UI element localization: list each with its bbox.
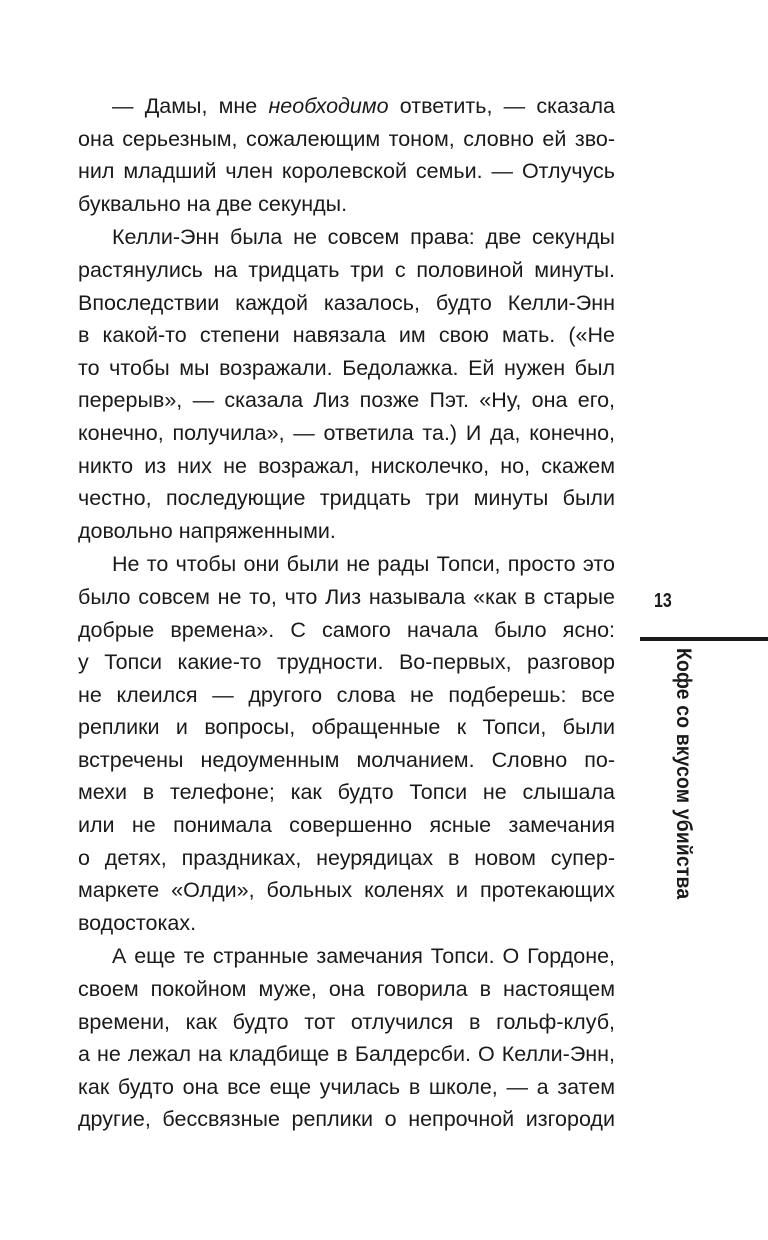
text-line: Не то чтобы они были не рады Топси, просто это [112,552,615,577]
paragraph [78,548,615,939]
text-line: времени, как будто тот отлучился в гольф-клуб, [78,1009,615,1034]
text-line: конечно, получила», — ответила та.) И да, конечно, [78,420,615,445]
page-number: 13 [654,590,672,612]
text-line: водостоках. [78,910,197,935]
text-line: растянулись на тридцать три с половиной минуты. [78,257,615,282]
text-line: было совсем не то, что Лиз называла «как в старые [78,584,615,609]
text-line: перерыв», — сказала Лиз позже Пэт. «Ну, она его, [78,388,615,413]
text-line: а не лежал на кладбище в Балдерсби. О Келли-Энн, [78,1042,615,1067]
paragraph [78,90,615,220]
text-line: никто из них не возражал, нисколечко, но, скажем [78,453,615,478]
book-page-text [78,90,615,1136]
text-line: не клеился — другого слова не подберешь: все [78,682,615,707]
text-line: — Дамы, мне необходимо ответить, — сказала [112,94,615,118]
text-line: мехи в телефоне; как будто Топси не слышала [78,780,615,805]
text-line: или не понимала совершенно ясные замечания [78,813,615,838]
paragraph [78,940,615,1136]
paragraph [78,221,615,547]
text-line: Впоследствии каждой казалось, будто Келли-Энн [78,290,615,315]
text-line: встречены недоуменным молчанием. Словно по- [78,747,615,772]
running-title: Кофе со вкусом убийства [672,648,695,900]
text-line: Келли-Энн была не совсем права: две секунды [112,225,615,250]
text-line: о детях, праздниках, неурядицах в новом супер- [78,845,615,870]
side-divider [640,637,768,641]
text-line: у Топси какие-то трудности. Во-первых, разговор [78,650,615,675]
emphasis-word: необходимо [268,94,389,118]
text-line: честно, последующие тридцать три минуты были [78,486,615,511]
text-line: добрые времена». С самого начала было ясно: [78,617,615,642]
text-line: А еще те странные замечания Топси. О Гордоне, [112,944,615,969]
text-line: довольно напряженными. [78,518,336,543]
text-line: маркете «Олди», больных коленях и протекающих [78,878,615,903]
text-line: своем покойном муже, она говорила в настоящем [78,977,615,1002]
text-line: как будто она все еще училась в школе, — а затем [78,1074,615,1099]
text-line: нил младший член королевской семьи. — Отлучусь [78,159,615,184]
text-line: буквально на две секунды. [78,191,348,216]
text-line: реплики и вопросы, обращенные к Топси, были [78,715,615,740]
text-line: другие, бессвязные реплики о непрочной изгороди [78,1107,615,1132]
text-line: то чтобы мы возражали. Бедолажка. Ей нужен был [78,355,615,380]
text-line: в какой-то степени навязала им свою мать. («Не [78,323,615,348]
text-line: она серьезным, сожалеющим тоном, словно ей зво- [78,126,615,151]
